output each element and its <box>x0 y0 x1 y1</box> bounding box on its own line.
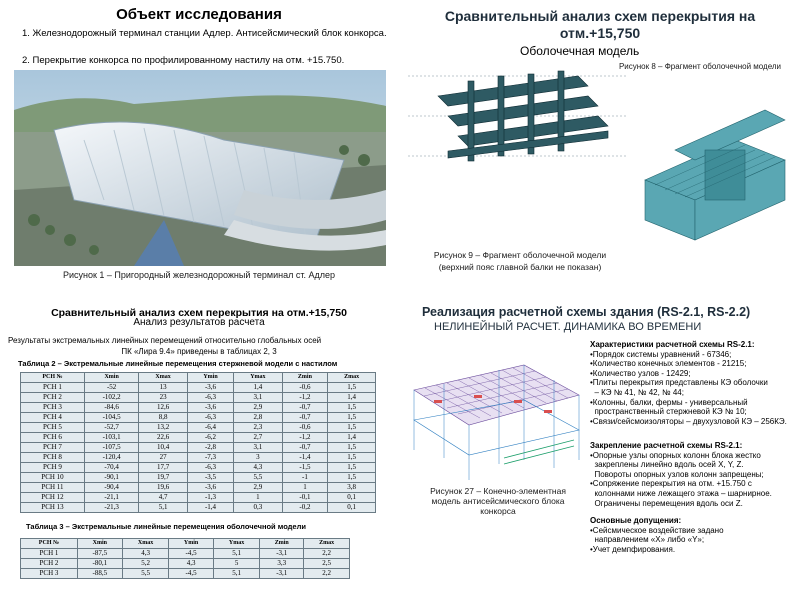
intro-line-1: Результаты экстремальных линейных перемещений относительно глобальных осей <box>8 336 322 345</box>
table-2-row <box>21 443 376 453</box>
table-2-row <box>21 423 376 433</box>
table-3-header-cell: Xmax <box>122 539 169 549</box>
table-2-cell: -0,2 <box>282 503 328 513</box>
table-2-row <box>21 383 376 393</box>
table-2-cell: -1,5 <box>282 463 328 473</box>
table-2-cell: -0,7 <box>282 443 328 453</box>
table-2-row <box>21 413 376 423</box>
table-2-header-cell: Xmin <box>84 373 138 383</box>
table-2-cell: -2,8 <box>187 443 233 453</box>
table-3-row <box>21 569 350 579</box>
slide-subtitle: НЕЛИНЕЙНЫЙ РАСЧЕТ. ДИНАМИКА ВО ВРЕМЕНИ <box>434 321 702 333</box>
table-2-cell: 2,3 <box>234 423 282 433</box>
table-2-caption: Таблица 2 – Экстремальные линейные перемещения стержневой модели с настилом <box>18 359 338 368</box>
table-3-caption: Таблица 3 – Экстремальные линейные перемещения оболочечной модели <box>26 522 306 531</box>
table-3-cell: 5 <box>213 559 260 569</box>
table-3-row <box>21 549 350 559</box>
table-2-cell: 3,1 <box>234 443 282 453</box>
design-scheme-fixation <box>590 441 798 508</box>
table-2-cell: -0,1 <box>282 493 328 503</box>
figure-1-caption: Рисунок 1 – Пригородный железнодорожный терминал ст. Адлер <box>62 270 336 280</box>
assumption-line: •Учет демпфирования. <box>590 544 676 554</box>
table-2-row <box>21 473 376 483</box>
item-2-text: 2. Перекрытие конкорса по профилированному настилу на отм. +15.750. <box>22 55 345 66</box>
intro-line-2: ПК «Лира 9.4» приведены в таблицах 2, 3 <box>121 347 277 356</box>
table-2-cell: 1 <box>234 493 282 503</box>
table-2-cell: 0,3 <box>234 503 282 513</box>
table-2-cell: 13 <box>139 383 187 393</box>
table-2-cell: -1,4 <box>187 503 233 513</box>
table-2-cell: 1 <box>282 483 328 493</box>
slide-object-of-study <box>0 0 398 300</box>
shell-model-fragment-view <box>408 56 628 176</box>
table-2-row <box>21 463 376 473</box>
characteristic-line: пространственный стержневой КЭ № 10; <box>590 407 747 417</box>
table-3-cell: -87,5 <box>77 549 122 559</box>
fixation-line: закреплены линейно вдоль осей X, Y, Z. <box>590 460 744 470</box>
table-2-header-cell: Zmax <box>328 373 376 383</box>
table-2-cell: -21,1 <box>84 493 138 503</box>
table-2-cell: -6,3 <box>187 393 233 403</box>
characteristic-line: •Связи/сейсмоизоляторы – двухузловой КЭ – 256КЭ. <box>590 416 787 426</box>
table-2-cell: -120,4 <box>84 453 138 463</box>
table-2-cell: -90,4 <box>84 483 138 493</box>
table-2-cell: -52,7 <box>84 423 138 433</box>
table-2-cell: 19,6 <box>139 483 187 493</box>
fixation-line: Ограничены перемещения вдоль оси Z. <box>590 498 743 508</box>
table-2-cell: 4,3 <box>234 463 282 473</box>
table-2-cell: -1 <box>282 473 328 483</box>
fixation-line: Повороты опорных узлов колонн запрещены; <box>590 469 764 479</box>
table-2-cell: -0,6 <box>282 383 328 393</box>
table-2-header-row <box>21 373 376 383</box>
table-3-row <box>21 559 350 569</box>
table-2-row <box>21 493 376 503</box>
table-3-header-cell: Zmin <box>260 539 304 549</box>
table-2-cell: 3 <box>234 453 282 463</box>
table-2-cell: -104,5 <box>84 413 138 423</box>
table-2-cell: 17,7 <box>139 463 187 473</box>
table-3-cell: -4,5 <box>169 569 213 579</box>
slide-title: Сравнительный анализ схем перекрытия на отм.+15,750 <box>51 307 347 319</box>
table-3-header-cell: Xmin <box>77 539 122 549</box>
table-3-header-row <box>21 539 350 549</box>
table-2-cell: -52 <box>84 383 138 393</box>
table-2-header-cell: РСН № <box>21 373 85 383</box>
table-2-cell: -0,6 <box>282 423 328 433</box>
table-3-cell: РСН 3 <box>21 569 78 579</box>
table-2-cell: -102,2 <box>84 393 138 403</box>
figure-8-caption: Рисунок 8 – Фрагмент оболочечной модели <box>618 62 782 71</box>
table-3-header-cell: Zmax <box>304 539 350 549</box>
slide-subtitle: Оболочечная модель <box>520 44 640 58</box>
table-2-row <box>21 393 376 403</box>
table-2-row <box>21 403 376 413</box>
table-3-cell: 4,3 <box>169 559 213 569</box>
figure-9-caption-line-1: Рисунок 9 – Фрагмент оболочечной модели <box>433 250 607 260</box>
characteristics-list <box>590 350 798 427</box>
table-2-cell: РСН 2 <box>21 393 85 403</box>
table-3-cell: 2,2 <box>304 569 350 579</box>
characteristic-line: – КЭ № 41, № 42, № 44; <box>590 387 684 397</box>
table-2-cell: -1,4 <box>282 453 328 463</box>
fixation-line: колоннами ниже лежащего этажа – шарнирное. <box>590 488 772 498</box>
table-3-cell: 4,3 <box>122 549 169 559</box>
table-2-cell: -21,3 <box>84 503 138 513</box>
table-2-cell: -0,7 <box>282 413 328 423</box>
table-2-cell: 1,5 <box>328 443 376 453</box>
slide-design-scheme <box>400 300 800 602</box>
table-2-cell: РСН 6 <box>21 433 85 443</box>
table-2-cell: 1,4 <box>234 383 282 393</box>
table-3-cell: РСН 2 <box>21 559 78 569</box>
table-2-cell: -1,3 <box>187 493 233 503</box>
table-3-cell: 5,5 <box>122 569 169 579</box>
table-3-cell: -3,1 <box>260 569 304 579</box>
table-3-cell: 5,1 <box>213 569 260 579</box>
table-2-cell: -84,6 <box>84 403 138 413</box>
table-2-cell: 19,7 <box>139 473 187 483</box>
table-3-cell: 2,2 <box>304 549 350 559</box>
table-2-cell: 2,9 <box>234 483 282 493</box>
slide-results-analysis <box>0 300 398 602</box>
slide-title: Реализация расчетной схемы здания (RS-2.1, RS-2.2) <box>422 305 751 319</box>
table-2-cell: РСН 12 <box>21 493 85 503</box>
table-2-cell: 1,5 <box>328 403 376 413</box>
table-2-cell: 5,5 <box>234 473 282 483</box>
table-3-cell: РСН 1 <box>21 549 78 559</box>
table-2-header-cell: Ymax <box>234 373 282 383</box>
figure-9-caption-line-2: (верхний пояс главной балки не показан) <box>438 262 602 272</box>
assumption-line: •Сейсмическое воздействие задано <box>590 525 724 535</box>
table-2-cell: 4,7 <box>139 493 187 503</box>
table-2-cell: 1,5 <box>328 383 376 393</box>
finite-element-model-view <box>404 340 584 490</box>
figure-27-caption-line-1: Рисунок 27 – Конечно-элементная <box>430 486 566 496</box>
table-2-cell: -1,2 <box>282 393 328 403</box>
table-2-cell: РСН 13 <box>21 503 85 513</box>
item-1-text: 1. Железнодорожный терминал станции Адлер. Антисейсмический блок конкорса. <box>22 28 387 39</box>
table-2-cell: РСН 4 <box>21 413 85 423</box>
figure-27-caption-line-2: модель антисейсмического блока <box>431 496 565 506</box>
table-3-displacements-shell-model <box>20 538 350 579</box>
table-2-cell: 2,9 <box>234 403 282 413</box>
table-2-header-cell: Xmax <box>139 373 187 383</box>
characteristic-line: •Колонны, балки, фермы - универсальный <box>590 397 748 407</box>
table-2-cell: 2,8 <box>234 413 282 423</box>
table-2-row <box>21 503 376 513</box>
fixation-list <box>590 451 798 509</box>
table-3-cell: 2,5 <box>304 559 350 569</box>
slide-subtitle: Анализ результатов расчета <box>133 317 265 328</box>
table-2-cell: -1,2 <box>282 433 328 443</box>
table-3-header-cell: Ymax <box>213 539 260 549</box>
table-2-cell: 27 <box>139 453 187 463</box>
table-2-row <box>21 453 376 463</box>
table-2-cell: 3,1 <box>234 393 282 403</box>
table-3-cell: -88,5 <box>77 569 122 579</box>
table-2-cell: 0,1 <box>328 503 376 513</box>
table-2-cell: 1,4 <box>328 393 376 403</box>
slide-title: Объект исследования <box>116 6 282 23</box>
table-2-row <box>21 433 376 443</box>
table-2-cell: 22,6 <box>139 433 187 443</box>
table-2-cell: -3,6 <box>187 383 233 393</box>
table-3-cell: -80,1 <box>77 559 122 569</box>
table-2-cell: 8,8 <box>139 413 187 423</box>
table-2-cell: -3,5 <box>187 473 233 483</box>
table-2-cell: -7,3 <box>187 453 233 463</box>
table-2-cell: 2,7 <box>234 433 282 443</box>
table-2-cell: -90,1 <box>84 473 138 483</box>
table-2-cell: 1,5 <box>328 453 376 463</box>
assumption-line: направлением «X» либо «Y»; <box>590 535 705 545</box>
table-2-header-cell: Ymin <box>187 373 233 383</box>
table-2-cell: -0,7 <box>282 403 328 413</box>
table-2-cell: РСН 10 <box>21 473 85 483</box>
assumptions-header: Основные допущения: <box>590 516 682 525</box>
table-2-cell: -70,4 <box>84 463 138 473</box>
fixation-line: •Опорные узлы опорных колонн блока жестко <box>590 450 761 460</box>
table-3-cell: -3,1 <box>260 549 304 559</box>
table-3-cell: 3,3 <box>260 559 304 569</box>
table-2-cell: 5,1 <box>139 503 187 513</box>
table-3-cell: 5,1 <box>213 549 260 559</box>
table-2-cell: РСН 11 <box>21 483 85 493</box>
design-scheme-characteristics <box>590 340 798 426</box>
table-2-cell: 1,5 <box>328 413 376 423</box>
main-assumptions <box>590 516 798 554</box>
fixation-header: Закрепление расчетной схемы RS-2.1: <box>590 441 743 450</box>
slide-title-line-1: Сравнительный анализ схем перекрытия на <box>444 8 756 24</box>
table-2-cell: -6,3 <box>187 413 233 423</box>
table-2-cell: 1,5 <box>328 473 376 483</box>
slide-title-line-2: отм.+15,750 <box>559 25 641 41</box>
fixation-line: •Сопряжение перекрытия на отм. +15.750 с <box>590 479 752 489</box>
table-2-cell: 1,4 <box>328 433 376 443</box>
table-2-cell: -3,6 <box>187 483 233 493</box>
table-2-cell: РСН 7 <box>21 443 85 453</box>
table-3-header-cell: Ymin <box>169 539 213 549</box>
table-2-cell: 13,2 <box>139 423 187 433</box>
table-2-cell: РСН 8 <box>21 453 85 463</box>
table-2-cell: РСН 9 <box>21 463 85 473</box>
table-2-cell: РСН 3 <box>21 403 85 413</box>
slide-shell-model <box>400 0 800 300</box>
table-3-cell: -4,5 <box>169 549 213 559</box>
table-2-cell: РСН 1 <box>21 383 85 393</box>
characteristics-header: Характеристики расчетной схемы RS-2.1: <box>590 340 755 349</box>
shell-model-3d-view <box>635 90 795 270</box>
table-2-row <box>21 483 376 493</box>
table-2-cell: 3,8 <box>328 483 376 493</box>
characteristic-line: •Количество конечных элементов - 21215; <box>590 359 747 369</box>
table-2-cell: 0,1 <box>328 493 376 503</box>
characteristic-line: •Плиты перекрытия представлены КЭ оболочки <box>590 378 768 388</box>
table-2-header-cell: Zmin <box>282 373 328 383</box>
table-2-cell: -103,1 <box>84 433 138 443</box>
table-2-cell: 1,5 <box>328 423 376 433</box>
table-2-cell: 12,6 <box>139 403 187 413</box>
table-2-cell: 23 <box>139 393 187 403</box>
table-2-cell: -3,6 <box>187 403 233 413</box>
table-2-displacements-rod-model <box>20 372 376 513</box>
table-2-cell: -6,4 <box>187 423 233 433</box>
figure-27-caption-line-3: конкорса <box>480 506 516 516</box>
table-2-cell: 1,5 <box>328 463 376 473</box>
table-3-header-cell: РСН № <box>21 539 78 549</box>
table-2-cell: РСН 5 <box>21 423 85 433</box>
table-2-cell: -6,3 <box>187 463 233 473</box>
characteristic-line: •Количество узлов - 12429; <box>590 368 691 378</box>
table-2-cell: -6,2 <box>187 433 233 443</box>
assumptions-list <box>590 526 798 555</box>
table-2-cell: 10,4 <box>139 443 187 453</box>
table-3-cell: 5,2 <box>122 559 169 569</box>
characteristic-line: •Порядок системы уравнений - 67346; <box>590 349 732 359</box>
terminal-photo <box>14 70 386 266</box>
table-2-cell: -107,5 <box>84 443 138 453</box>
